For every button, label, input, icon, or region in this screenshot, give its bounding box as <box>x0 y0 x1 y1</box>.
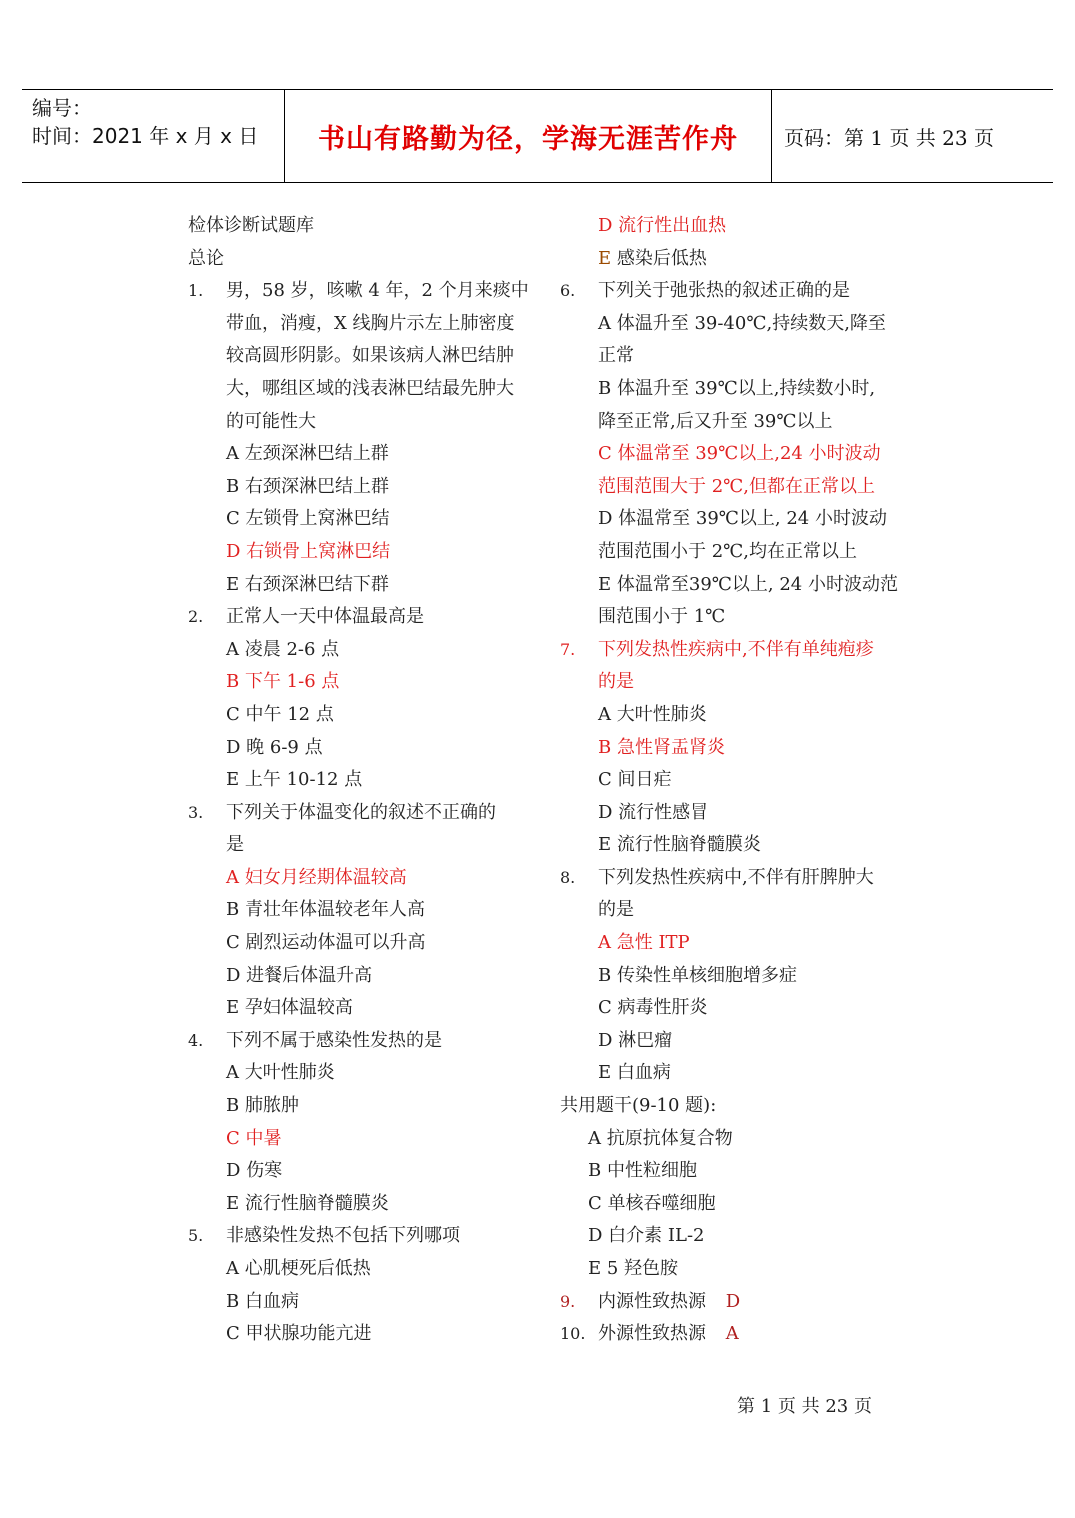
question-number: 4. <box>188 1030 204 1050</box>
question-9 <box>560 1286 900 1319</box>
option-continuation: 降至正常,后又升至 39℃以上 <box>598 410 833 432</box>
option: B 传染性单核细胞增多症 <box>598 964 797 986</box>
question-text-line: 下列不属于感染性发热的是 <box>226 1029 442 1051</box>
question-text-line: 非感染性发热不包括下列哪项 <box>226 1225 460 1247</box>
question-text-line: 正常人一天中体温最高是 <box>226 606 424 628</box>
option: B 青壮年体温较老年人高 <box>226 899 425 921</box>
option: D 流行性感冒 <box>598 801 709 823</box>
question-number: 1. <box>188 281 204 301</box>
question-number: 8. <box>560 867 576 887</box>
number-label: 编号： <box>32 96 92 120</box>
option: C 左锁骨上窝淋巴结 <box>226 508 390 530</box>
document-header <box>22 89 1053 183</box>
question-1 <box>188 275 528 438</box>
question-5 <box>188 1220 528 1253</box>
option: A 心肌梗死后低热 <box>226 1258 371 1279</box>
question-text-line: 下列关于体温变化的叙述不正确的 <box>226 801 496 823</box>
question-3 <box>188 797 528 862</box>
header-page-cell <box>772 90 1053 182</box>
correct-option: A 急性 ITP <box>598 932 690 954</box>
question-text-line: 下列发热性疾病中,不伴有肝脾肿大 <box>598 866 874 888</box>
option-continuation: 正常 <box>598 345 634 367</box>
correct-option: C 体温常至 39℃以上,24 小时波动 <box>598 443 881 465</box>
question-text-line: 是 <box>226 834 244 856</box>
option: A 大叶性肺炎 <box>226 1062 335 1084</box>
correct-option: A 妇女月经期体温较高 <box>226 866 407 888</box>
page-footer: 第 1 页 共 23 页 <box>737 1396 872 1417</box>
header-meta-cell <box>22 90 285 182</box>
option: D 进餐后体温升高 <box>226 964 373 986</box>
answer-letter: D <box>725 1290 741 1312</box>
option: C 病毒性肝炎 <box>598 997 708 1019</box>
doc-title: 检体诊断试题库 <box>188 215 314 236</box>
correct-option: D 右锁骨上窝淋巴结 <box>226 540 391 562</box>
option: D 体温常至 39℃以上, 24 小时波动 <box>598 508 887 530</box>
option: E 感染后低热 <box>598 247 707 269</box>
question-number: 3. <box>188 802 204 822</box>
option: A 左颈深淋巴结上群 <box>226 443 389 465</box>
option: C 甲状腺功能亢进 <box>226 1323 372 1345</box>
option-continuation: 围范围小于 1℃ <box>598 606 726 628</box>
question-text-line: 的是 <box>598 671 634 693</box>
correct-option: C 中暑 <box>226 1127 282 1149</box>
question-text-line: 带血，消瘦，X 线胸片示左上肺密度 <box>226 312 515 334</box>
option: E 流行性脑脊髓膜炎 <box>226 1192 389 1214</box>
option: B 右颈深淋巴结上群 <box>226 475 389 497</box>
question-7 <box>560 634 900 699</box>
shared-stem: 共用题干(9-10 题): <box>560 1095 717 1117</box>
motto: 书山有路勤为径，学海无涯苦作舟 <box>318 123 738 155</box>
question-text: 内源性致热源 <box>598 1290 706 1312</box>
question-text-line: 的可能性大 <box>226 410 316 432</box>
option: B 体温升至 39℃以上,持续数小时, <box>598 377 876 399</box>
left-column <box>188 210 528 1351</box>
correct-option-continuation: 范围范围大于 2℃,但都在正常以上 <box>598 475 876 497</box>
option: E 体温常至39℃以上, 24 小时波动范 <box>598 573 898 595</box>
option: C 间日疟 <box>598 769 672 791</box>
question-number: 9. <box>560 1291 576 1311</box>
page-info: 页码：第 1 页 共 23 页 <box>784 125 994 150</box>
question-text-line: 的是 <box>598 899 634 921</box>
question-number: 7. <box>560 639 576 659</box>
option: E 上午 10-12 点 <box>226 769 363 791</box>
shared-option: A 抗原抗体复合物 <box>588 1127 733 1149</box>
option: A 凌晨 2-6 点 <box>226 638 340 660</box>
question-8 <box>560 862 900 927</box>
option: A 体温升至 39-40℃,持续数天,降至 <box>598 312 886 334</box>
question-4 <box>188 1025 528 1058</box>
shared-option: D 白介素 IL-2 <box>588 1225 705 1247</box>
question-text-line: 下列关于弛张热的叙述正确的是 <box>598 280 850 302</box>
time-label: 时间：2021 年 x 月 x 日 <box>32 124 259 148</box>
shared-option: E 5 羟色胺 <box>588 1258 679 1279</box>
shared-option: C 单核吞噬细胞 <box>588 1192 716 1214</box>
question-text-line: 大，哪组区域的浅表淋巴结最先肿大 <box>226 377 514 399</box>
option: D 晚 6-9 点 <box>226 736 323 758</box>
question-text-line: 下列发热性疾病中,不伴有单纯疱疹 <box>598 638 874 660</box>
option: B 白血病 <box>226 1290 299 1312</box>
question-text-line: 男，58 岁，咳嗽 4 年，2 个月来痰中 <box>226 280 529 302</box>
option: C 中午 12 点 <box>226 703 334 725</box>
question-10 <box>560 1318 900 1351</box>
option: E 右颈深淋巴结下群 <box>226 573 389 595</box>
question-number: 2. <box>188 607 204 627</box>
correct-option: B 下午 1-6 点 <box>226 671 340 693</box>
right-column <box>560 210 900 1351</box>
shared-option: B 中性粒细胞 <box>588 1160 697 1182</box>
section-title: 总论 <box>188 247 224 269</box>
question-number: 10. <box>560 1324 586 1344</box>
answer-letter: A <box>725 1323 739 1345</box>
option: D 淋巴瘤 <box>598 1029 673 1051</box>
option: A 大叶性肺炎 <box>598 703 707 725</box>
option: E 流行性脑脊髓膜炎 <box>598 834 761 856</box>
option: C 剧烈运动体温可以升高 <box>226 932 426 954</box>
option: E 孕妇体温较高 <box>226 997 353 1019</box>
option-continuation: 范围范围小于 2℃,均在正常以上 <box>598 540 858 562</box>
correct-option: B 急性肾盂肾炎 <box>598 736 725 758</box>
header-motto-cell <box>285 90 772 182</box>
question-number: 6. <box>560 281 576 301</box>
question-text-line: 较高圆形阴影。如果该病人淋巴结肿 <box>226 345 514 367</box>
question-number: 5. <box>188 1226 204 1246</box>
option: B 肺脓肿 <box>226 1095 299 1117</box>
option-text: 感染后低热 <box>611 247 707 269</box>
correct-option: D 流行性出血热 <box>598 215 727 236</box>
question-text: 外源性致热源 <box>598 1323 706 1345</box>
option: D 伤寒 <box>226 1160 283 1182</box>
question-2 <box>188 601 528 634</box>
question-6 <box>560 275 900 308</box>
option: E 白血病 <box>598 1062 671 1084</box>
